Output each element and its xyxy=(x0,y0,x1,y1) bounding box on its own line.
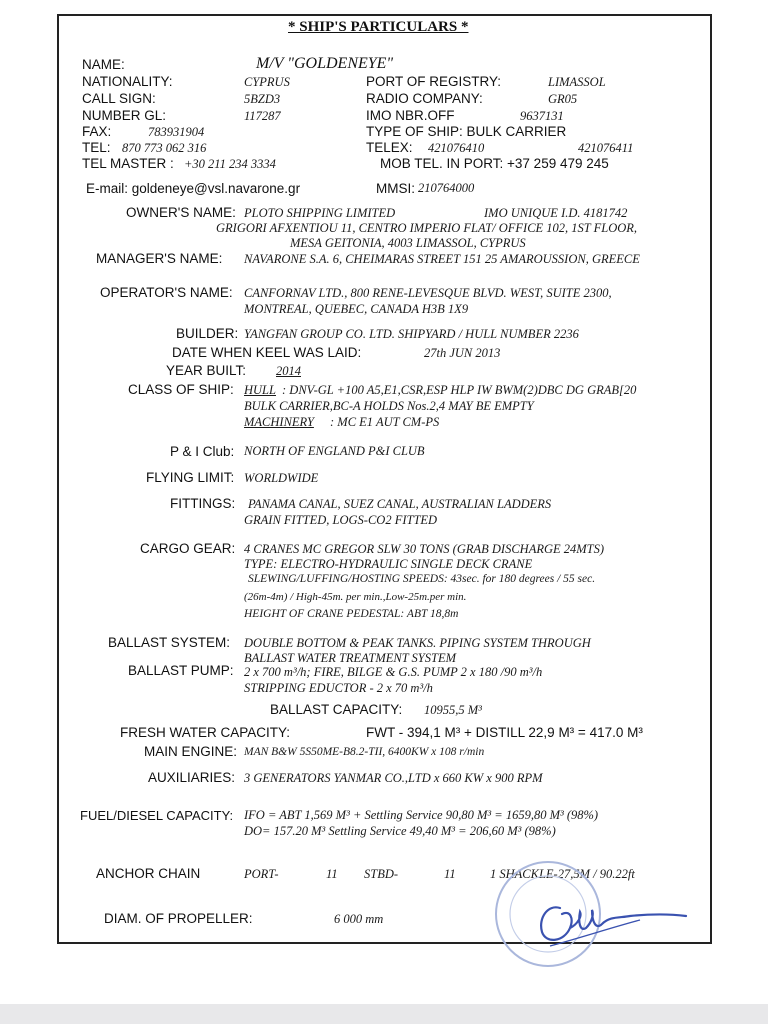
page-title: * SHIP'S PARTICULARS * xyxy=(288,19,469,35)
number-gl-label: NUMBER GL: xyxy=(82,108,167,123)
bottom-strip xyxy=(0,1004,768,1024)
class-hull-label: HULL xyxy=(244,383,276,397)
class-machinery-label: MACHINERY xyxy=(244,415,314,429)
signature xyxy=(520,888,690,958)
cargo-gear-line-4: (26m-4m) / High-45m. per min.,Low-25m.per min. xyxy=(244,591,467,603)
ballast-pump-line-1: 2 x 700 m³/h; FIRE, BILGE & G.S. PUMP 2 x 180 /90 m³/h xyxy=(244,665,543,679)
cargo-gear-line-1: 4 CRANES MC GREGOR SLW 30 TONS (GRAB DISCHARGE 24MTS) xyxy=(244,542,605,556)
ballast-capacity-label: BALLAST CAPACITY: xyxy=(270,702,403,717)
main-engine-value: MAN B&W 5S50ME-B8.2-TII, 6400KW x 108 r/min xyxy=(244,746,485,758)
manager-label: MANAGER'S NAME: xyxy=(96,251,223,266)
fresh-water-value: FWT - 394,1 M³ + DISTILL 22,9 M³ = 417.0 M³ xyxy=(366,725,643,740)
type-of-ship: TYPE OF SHIP: BULK CARRIER xyxy=(366,124,567,139)
keel-label: DATE WHEN KEEL WAS LAID: xyxy=(172,345,362,360)
imo-nbr-value: 9637131 xyxy=(520,109,564,123)
fuel-label: FUEL/DIESEL CAPACITY: xyxy=(80,808,234,823)
anchor-port-value: 11 xyxy=(326,867,338,881)
ballast-system-label: BALLAST SYSTEM: xyxy=(108,635,231,650)
owner-line-2: GRIGORI AFXENTIOU 11, CENTRO IMPERIO FLAT/ OFFICE 102, 1ST FLOOR, xyxy=(216,221,638,235)
class-hull-value: : DNV-GL +100 A5,E1,CSR,ESP HLP IW BWM(2)DBC DG GRAB[20 xyxy=(282,383,637,397)
class-line-2: BULK CARRIER,BC-A HOLDS Nos.2,4 MAY BE EMPTY xyxy=(244,399,534,413)
operator-line-2: MONTREAL, QUEBEC, CANADA H3B 1X9 xyxy=(244,302,469,316)
operator-label: OPERATOR'S NAME: xyxy=(100,285,233,300)
tel-label: TEL: xyxy=(82,140,111,155)
cargo-gear-label: CARGO GEAR: xyxy=(140,541,236,556)
flying-limit-value: WORLDWIDE xyxy=(244,471,319,485)
name-label: NAME: xyxy=(82,57,125,72)
owner-label: OWNER'S NAME: xyxy=(126,205,236,220)
owner-imo: IMO UNIQUE I.D. 4181742 xyxy=(484,206,628,220)
propeller-label: DIAM. OF PROPELLER: xyxy=(104,911,253,926)
fuel-line-2: DO= 157.20 M³ Settling Service 49,40 M³ = 206,60 M³ (98%) xyxy=(244,824,556,838)
nationality-value: CYPRUS xyxy=(244,75,290,89)
radio-company-value: GR05 xyxy=(548,92,578,106)
operator-line-1: CANFORNAV LTD., 800 RENE-LEVESQUE BLVD. WEST, SUITE 2300, xyxy=(244,286,612,300)
ballast-pump-line-2: STRIPPING EDUCTOR - 2 x 70 m³/h xyxy=(244,681,433,695)
owner-line-3: MESA GEITONIA, 4003 LIMASSOL, CYPRUS xyxy=(290,236,526,250)
name-value: M/V "GOLDENEYE" xyxy=(256,55,394,72)
ballast-system-line-1: DOUBLE BOTTOM & PEAK TANKS. PIPING SYSTEM THROUGH xyxy=(244,636,591,650)
main-engine-label: MAIN ENGINE: xyxy=(144,744,238,759)
fittings-line-2: GRAIN FITTED, LOGS-CO2 FITTED xyxy=(244,513,438,527)
auxiliaries-value: 3 GENERATORS YANMAR CO.,LTD x 660 KW x 900 RPM xyxy=(244,771,543,785)
flying-limit-label: FLYING LIMIT: xyxy=(146,470,235,485)
tel-master-value: +30 211 234 3334 xyxy=(184,157,276,171)
radio-company-label: RADIO COMPANY: xyxy=(366,91,483,106)
imo-nbr-label: IMO NBR.OFF xyxy=(366,108,455,123)
port-of-registry-label: PORT OF REGISTRY: xyxy=(366,74,502,89)
propeller-value: 6 000 mm xyxy=(334,912,384,926)
auxiliaries-label: AUXILIARIES: xyxy=(148,770,236,785)
email: E-mail: goldeneye@vsl.navarone.gr xyxy=(86,181,301,196)
fittings-label: FITTINGS: xyxy=(170,496,236,511)
pi-club-label: P & I Club: xyxy=(170,444,235,459)
telex-value-2: 421076411 xyxy=(578,141,634,155)
anchor-stbd-label: STBD- xyxy=(364,867,399,881)
ballast-system-line-2: BALLAST WATER TREATMENT SYSTEM xyxy=(244,651,457,665)
fittings-line-1: PANAMA CANAL, SUEZ CANAL, AUSTRALIAN LADDERS xyxy=(248,497,552,511)
ballast-capacity-value: 10955,5 M³ xyxy=(424,703,482,717)
port-of-registry-value: LIMASSOL xyxy=(548,75,606,89)
anchor-stbd-value: 11 xyxy=(444,867,456,881)
call-sign-label: CALL SIGN: xyxy=(82,91,156,106)
year-built-label: YEAR BUILT: xyxy=(166,363,247,378)
tel-value: 870 773 062 316 xyxy=(122,141,207,155)
fuel-line-1: IFO = ABT 1,569 M³ + Settling Service 90,80 M³ = 1659,80 M³ (98%) xyxy=(244,808,599,822)
mmsi-value: 210764000 xyxy=(418,181,475,195)
mob-tel: MOB TEL. IN PORT: +37 259 479 245 xyxy=(380,156,609,171)
anchor-chain-label: ANCHOR CHAIN xyxy=(96,866,201,881)
anchor-port-label: PORT- xyxy=(244,867,279,881)
fax-label: FAX: xyxy=(82,124,112,139)
nationality-label: NATIONALITY: xyxy=(82,74,173,89)
mmsi-label: MMSI: xyxy=(376,181,415,196)
tel-master-label: TEL MASTER : xyxy=(82,156,174,171)
anchor-shackle: 1 SHACKLE-27,5M / 90.22ft xyxy=(490,867,635,881)
number-gl-value: 117287 xyxy=(244,109,281,123)
owner-line-1: PLOTO SHIPPING LIMITED xyxy=(244,206,396,220)
cargo-gear-line-3: SLEWING/LUFFING/HOSTING SPEEDS: 43sec. for 180 degrees / 55 sec. xyxy=(248,573,596,585)
fax-value: 783931904 xyxy=(148,125,205,139)
call-sign-value: 5BZD3 xyxy=(244,92,281,106)
telex-label: TELEX: xyxy=(366,140,413,155)
class-machinery-value: : MC E1 AUT CM-PS xyxy=(330,415,440,429)
builder-label: BUILDER: xyxy=(176,326,239,341)
ballast-pump-label: BALLAST PUMP: xyxy=(128,663,234,678)
class-label: CLASS OF SHIP: xyxy=(128,382,234,397)
telex-value-1: 421076410 xyxy=(428,141,485,155)
keel-value: 27th JUN 2013 xyxy=(424,346,501,360)
cargo-gear-line-2: TYPE: ELECTRO-HYDRAULIC SINGLE DECK CRANE xyxy=(244,557,533,571)
year-built-value: 2014 xyxy=(276,364,301,378)
fresh-water-label: FRESH WATER CAPACITY: xyxy=(120,725,291,740)
pi-club-value: NORTH OF ENGLAND P&I CLUB xyxy=(244,444,425,458)
cargo-gear-line-5: HEIGHT OF CRANE PEDESTAL: ABT 18,8m xyxy=(244,608,459,620)
builder-value: YANGFAN GROUP CO. LTD. SHIPYARD / HULL NUMBER 2236 xyxy=(244,327,579,341)
manager-value: NAVARONE S.A. 6, CHEIMARAS STREET 151 25 AMAROUSSION, GREECE xyxy=(244,252,640,266)
